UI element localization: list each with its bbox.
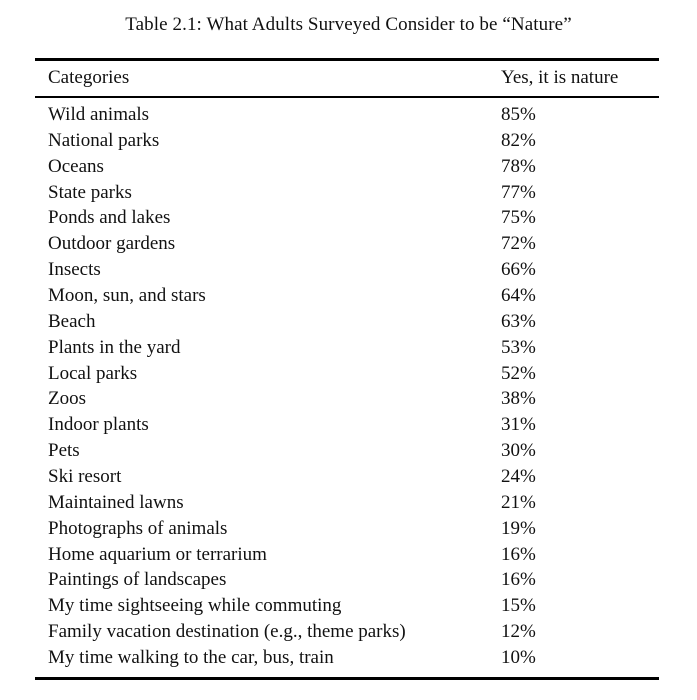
table-row bbox=[0, 621, 697, 647]
percentage-cell: 10% bbox=[501, 647, 536, 669]
category-cell: My time walking to the car, bus, train bbox=[48, 647, 334, 669]
table-row bbox=[0, 285, 697, 311]
table-row bbox=[0, 130, 697, 156]
table-bottom-rule bbox=[35, 677, 659, 680]
percentage-cell: 30% bbox=[501, 440, 536, 462]
percentage-cell: 19% bbox=[501, 517, 536, 539]
percentage-cell: 52% bbox=[501, 362, 536, 384]
column-header-yes-it-is-nature: Yes, it is nature bbox=[501, 67, 619, 88]
category-cell: Outdoor gardens bbox=[48, 233, 176, 255]
percentage-cell: 82% bbox=[501, 129, 536, 151]
table-row bbox=[0, 466, 697, 492]
category-cell: State parks bbox=[48, 181, 132, 203]
category-cell: Wild animals bbox=[48, 104, 150, 125]
table-row bbox=[0, 544, 697, 570]
table-row bbox=[0, 647, 697, 673]
category-cell: Pets bbox=[48, 440, 80, 462]
table-caption: Table 2.1: What Adults Surveyed Consider to be “Nature” bbox=[125, 14, 572, 35]
category-cell: Zoos bbox=[48, 388, 86, 410]
percentage-cell: 72% bbox=[501, 233, 536, 255]
percentage-cell: 21% bbox=[501, 491, 536, 513]
percentage-cell: 31% bbox=[501, 414, 536, 436]
table-row bbox=[0, 259, 697, 285]
category-cell: Maintained lawns bbox=[48, 491, 184, 513]
table-body bbox=[0, 104, 697, 673]
table-row bbox=[0, 182, 697, 208]
category-cell: Paintings of landscapes bbox=[48, 569, 227, 591]
table-header-rule bbox=[35, 96, 659, 98]
percentage-cell: 77% bbox=[501, 181, 536, 203]
percentage-cell: 53% bbox=[501, 336, 536, 358]
table-row bbox=[0, 492, 697, 518]
table-row bbox=[0, 337, 697, 363]
percentage-cell: 15% bbox=[501, 595, 536, 617]
category-cell: Plants in the yard bbox=[48, 336, 181, 358]
percentage-cell: 24% bbox=[501, 466, 536, 488]
percentage-cell: 38% bbox=[501, 388, 536, 410]
table-row bbox=[0, 595, 697, 621]
table-row bbox=[0, 156, 697, 182]
category-cell: Ponds and lakes bbox=[48, 207, 171, 229]
category-cell: Local parks bbox=[48, 362, 138, 384]
table-row bbox=[0, 569, 697, 595]
percentage-cell: 78% bbox=[501, 155, 536, 177]
percentage-cell: 12% bbox=[501, 621, 536, 643]
table-top-rule bbox=[35, 58, 659, 61]
category-cell: Family vacation destination (e.g., theme parks) bbox=[48, 621, 406, 643]
category-cell: Photographs of animals bbox=[48, 517, 228, 539]
percentage-cell: 64% bbox=[501, 285, 536, 307]
table-row bbox=[0, 233, 697, 259]
category-cell: Home aquarium or terrarium bbox=[48, 543, 267, 565]
percentage-cell: 66% bbox=[501, 259, 536, 281]
table-row bbox=[0, 518, 697, 544]
category-cell: Ski resort bbox=[48, 466, 122, 488]
percentage-cell: 75% bbox=[501, 207, 536, 229]
table-row bbox=[0, 104, 697, 130]
category-cell: Oceans bbox=[48, 155, 104, 177]
percentage-cell: 16% bbox=[501, 569, 536, 591]
category-cell: Indoor plants bbox=[48, 414, 149, 436]
percentage-cell: 85% bbox=[501, 104, 536, 125]
percentage-cell: 63% bbox=[501, 310, 536, 332]
category-cell: National parks bbox=[48, 129, 160, 151]
table-row bbox=[0, 207, 697, 233]
category-cell: Insects bbox=[48, 259, 101, 281]
category-cell: My time sightseeing while commuting bbox=[48, 595, 342, 617]
table-row bbox=[0, 363, 697, 389]
column-header-categories: Categories bbox=[48, 67, 130, 88]
table-row bbox=[0, 414, 697, 440]
table-row bbox=[0, 388, 697, 414]
percentage-cell: 16% bbox=[501, 543, 536, 565]
table-row bbox=[0, 311, 697, 337]
category-cell: Moon, sun, and stars bbox=[48, 285, 206, 307]
table-row bbox=[0, 440, 697, 466]
category-cell: Beach bbox=[48, 310, 96, 332]
